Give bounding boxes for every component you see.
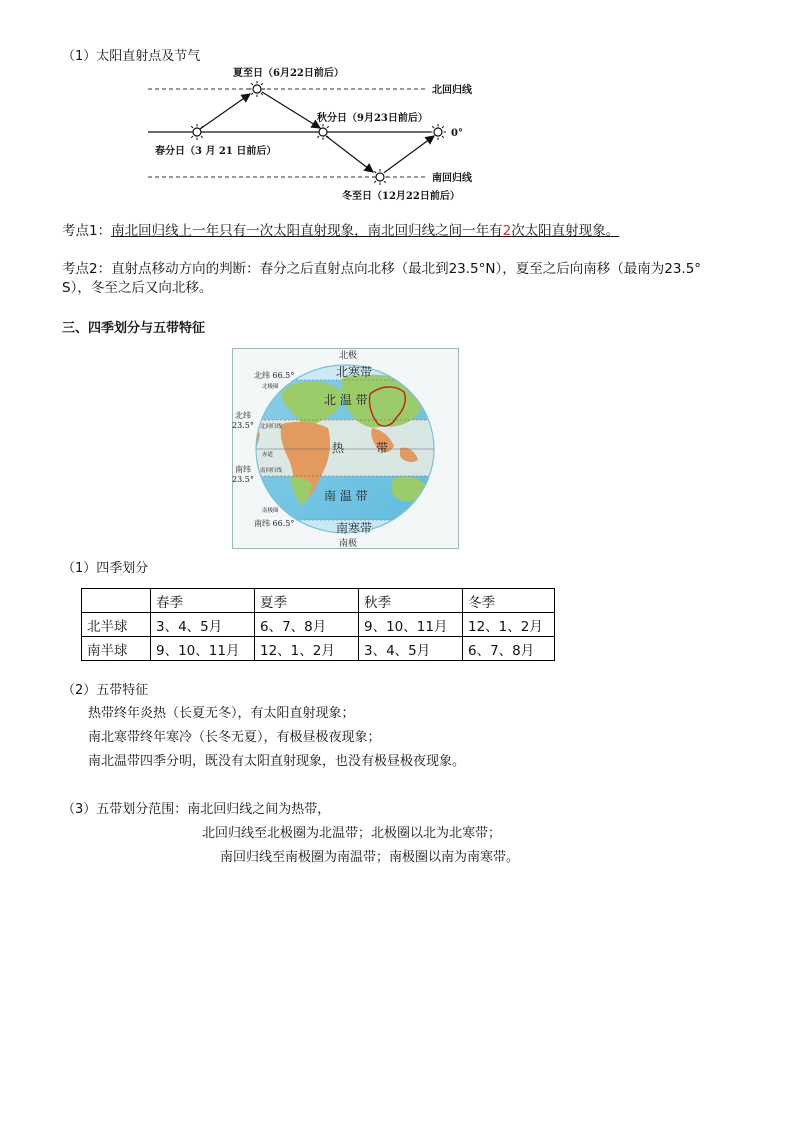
key-point-2-line1: 考点2：直射点移动方向的判断：春分之后直射点向北移（最北到23.5°N），夏至之后向南移（最南为23.5°	[62, 261, 702, 277]
key-point-1-text	[111, 223, 619, 239]
table-cell: 9、10、11月	[359, 613, 463, 637]
table-cell: 3、4、5月	[151, 613, 255, 637]
lat-s235-label-b: 23.5°	[232, 475, 254, 484]
sun-icon	[430, 124, 446, 140]
tropical-zone-label-b: 带	[376, 441, 389, 455]
autumn-equinox-label: 秋分日（9月23日前后）	[317, 113, 428, 124]
lat-s665-label: 南纬 66.5°	[254, 519, 295, 528]
table-cell: 6、7、8月	[463, 637, 555, 661]
summer-solstice-label: 夏至日（6月22日前后）	[233, 68, 344, 79]
seasons-title: （1）四季划分	[62, 561, 149, 576]
lat-n235-label-b: 23.5°	[232, 421, 254, 430]
table-cell: 北半球	[82, 613, 151, 637]
section-title-subsolar: （1）太阳直射点及节气	[62, 49, 201, 64]
winter-solstice-label: 冬至日（12月22日前后）	[342, 191, 460, 202]
key-point-1-highlight: 2	[502, 223, 512, 239]
sun-icon	[372, 169, 388, 185]
equator-map-label: 赤道	[262, 452, 274, 458]
table-cell: 12、1、2月	[463, 613, 555, 637]
table-cell: 9、10、11月	[151, 637, 255, 661]
key-point-1-text-b: 次太阳直射现象。	[511, 223, 620, 239]
ranges-line-1: （3）五带划分范围：南北回归线之间为热带，	[62, 802, 331, 817]
sun-icon	[249, 81, 265, 97]
table-cell: 3、4、5月	[359, 637, 463, 661]
ranges-line-3: 南回归线至南极圈为南温带；南极圈以南为南寒带。	[220, 850, 520, 865]
north-pole-label: 北极	[339, 351, 358, 361]
table-row	[82, 613, 555, 637]
table-header-cell	[82, 589, 151, 613]
sun-icon	[189, 124, 205, 140]
table-header-cell: 冬季	[463, 589, 555, 613]
zones-item-tropical: 热带终年炎热（长夏无冬），有太阳直射现象；	[88, 706, 355, 721]
arrow-summer-to-autumn	[262, 92, 320, 128]
ranges-line-2: 北回归线至北极圈为北温带；北极圈以北为北寒带；	[202, 826, 502, 841]
section-heading-seasons-zones: 三、四季划分与五带特征	[62, 321, 206, 336]
seasons-table	[81, 588, 555, 661]
zones-item-temperate: 南北温带四季分明，既没有太阳直射现象，也没有极昼极夜现象。	[88, 754, 466, 769]
lat-s235-label-a: 南纬	[235, 465, 251, 474]
south-frigid-zone-label: 南寒带	[336, 521, 373, 535]
arrow-winter-to-spring	[385, 136, 434, 172]
subsolar-diagram	[140, 64, 480, 206]
key-point-1-prefix: 考点1：	[62, 223, 112, 239]
table-header-cell: 春季	[151, 589, 255, 613]
north-frigid-zone-label: 北寒带	[336, 365, 373, 379]
zones-title: （2）五带特征	[62, 683, 149, 698]
arctic-circle-label: 北极圈	[262, 384, 279, 390]
equator-label: 0°	[451, 128, 463, 139]
table-header-cell: 秋季	[359, 589, 463, 613]
table-cell: 12、1、2月	[255, 637, 359, 661]
table-cell: 南半球	[82, 637, 151, 661]
table-header-row	[82, 589, 555, 613]
south-pole-label: 南极	[339, 539, 358, 549]
table-cell: 6、7、8月	[255, 613, 359, 637]
tropic-capricorn-label: 南回归线	[432, 173, 472, 184]
tropic-cancer-label: 北回归线	[432, 85, 472, 96]
north-temperate-zone-label: 北 温 带	[324, 393, 368, 407]
table-row	[82, 637, 555, 661]
zones-item-frigid: 南北寒带终年寒冷（长冬无夏），有极昼极夜现象；	[88, 730, 381, 745]
arrow-spring-to-summer	[200, 94, 250, 129]
arrow-autumn-to-winter	[326, 136, 373, 172]
tropical-zone-label-a: 热	[332, 441, 345, 455]
table-header-cell: 夏季	[255, 589, 359, 613]
climate-zone-map	[232, 348, 459, 549]
antarctic-circle-label: 南极圈	[262, 508, 279, 514]
spring-equinox-label: 春分日（3 月 21 日前后）	[155, 146, 277, 157]
south-temperate-zone-label: 南 温 带	[324, 489, 368, 503]
key-point-2-line2: S），冬至之后又向北移。	[62, 280, 213, 296]
key-point-1	[62, 222, 619, 240]
sun-icon	[315, 124, 331, 140]
key-point-1-text-a: 南北回归线上一年只有一次太阳直射现象，南北回归线之间一年有	[111, 223, 503, 239]
lat-n665-label: 北纬 66.5°	[254, 371, 295, 380]
tropic-cancer-map-label: 北回归线	[260, 424, 283, 430]
tropic-capricorn-map-label: 南回归线	[260, 468, 283, 474]
lat-n235-label-a: 北纬	[235, 411, 251, 420]
